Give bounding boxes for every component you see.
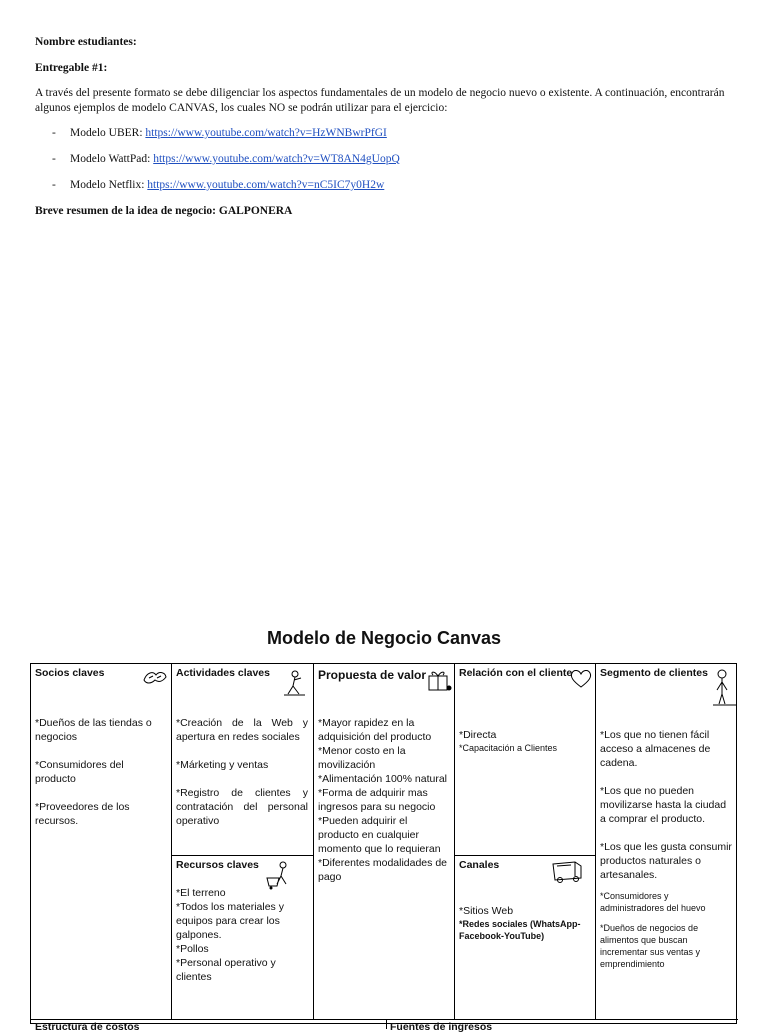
resources-item: *Personal operativo y clientes <box>176 957 276 983</box>
customer-segments-heading: Segmento de clientes <box>600 667 708 679</box>
divider <box>454 855 595 856</box>
channel-item: *Sitios Web <box>459 905 514 917</box>
resources-item: *Todos los materiales y equipos para crear los galpones. <box>176 901 284 941</box>
divider <box>171 855 313 856</box>
value-item: *Menor costo en la movilización <box>318 745 406 771</box>
activities-heading: Actividades claves <box>176 667 270 679</box>
value-proposition-list <box>318 716 450 884</box>
divider <box>595 664 596 1019</box>
partners-heading: Socios claves <box>35 667 105 679</box>
activities-item: *Registro de clientes y contratación del personal operativo <box>176 787 308 827</box>
divider <box>386 1019 387 1029</box>
intro-paragraph: A través del presente formato se debe diligenciar los aspectos fundamentales de un modelo de negocio nuevo o existente. A continuación, encontrarán algunos ejemplos de modelo CANVAS, los cuales NO se podrán utilizar para el ejercicio: <box>35 87 725 114</box>
activities-list <box>176 716 308 828</box>
cost-structure-heading: Estructura de costos <box>35 1021 140 1033</box>
truck-icon <box>551 858 585 884</box>
value-proposition-heading: Propuesta de valor <box>318 668 427 682</box>
business-model-canvas <box>30 663 737 1033</box>
segment-item: *Consumidores y administradores del huevo <box>600 891 706 913</box>
segment-item: *Los que no tienen fácil acceso a almacenes de cadena. <box>600 729 711 769</box>
partners-item: *Proveedores de los recursos. <box>35 801 130 827</box>
divider <box>454 664 455 1019</box>
relationship-item: *Directa <box>459 729 497 741</box>
example-item-uber: - Modelo UBER: https://www.youtube.com/watch?v=HzWNBwrPfGI <box>52 127 387 139</box>
segment-item: *Dueños de negocios de alimentos que buscan incrementar sus ventas y emprendimiento <box>600 923 701 969</box>
example-link-uber[interactable]: https://www.youtube.com/watch?v=HzWNBwrPfGI <box>145 127 387 139</box>
partners-item: *Consumidores del producto <box>35 759 124 785</box>
example-link-netflix[interactable]: https://www.youtube.com/watch?v=nC5IC7y0H2w <box>147 179 385 191</box>
activities-item: *Creación de la Web y apertura en redes sociales <box>176 717 308 743</box>
heart-icon <box>569 667 593 689</box>
activities-item: *Márketing y ventas <box>176 759 269 771</box>
example-label: Modelo Netflix: <box>70 179 148 191</box>
example-label: Modelo UBER: <box>70 127 146 139</box>
value-item: *Alimentación 100% natural <box>318 773 447 785</box>
value-item: *Forma de adquirir mas ingresos para su negocio <box>318 787 436 813</box>
relationship-item: *Capacitación a Clientes <box>459 743 558 753</box>
example-item-netflix: - Modelo Netflix: https://www.youtube.com/watch?v=nC5IC7y0H2w <box>52 179 385 191</box>
deliverable-label: Entregable #1: <box>35 62 108 74</box>
partners-item: *Dueños de las tiendas o negocios <box>35 717 152 743</box>
customer-relationship-list <box>459 728 591 754</box>
divider <box>31 1019 738 1020</box>
value-item: *Diferentes modalidades de pago <box>318 857 447 883</box>
segment-item: *Los que les gusta consumir productos naturales o artesanales. <box>600 841 732 881</box>
resources-heading: Recursos claves <box>176 859 259 871</box>
value-gift-icon <box>425 667 453 693</box>
example-label: Modelo WattPad: <box>70 153 154 165</box>
partners-icon <box>141 666 169 688</box>
person-icon <box>711 668 737 708</box>
resources-item: *Pollos <box>176 943 209 955</box>
channels-list <box>459 904 591 942</box>
student-names-label: Nombre estudiantes: <box>35 36 137 48</box>
activities-icon <box>279 668 309 698</box>
divider <box>171 664 172 1019</box>
summary-line: Breve resumen de la idea de negocio: GALPONERA <box>35 205 293 217</box>
revenue-streams-heading: Fuentes de ingresos <box>390 1021 493 1033</box>
canvas-title: Modelo de Negocio Canvas <box>266 628 502 648</box>
channel-item: *Redes sociales (WhatsApp-Facebook-YouTube) <box>459 919 581 941</box>
channels-heading: Canales <box>459 859 500 871</box>
divider <box>313 664 314 1019</box>
customer-segments-list <box>600 728 734 970</box>
value-item: *Mayor rapidez en la adquisición del producto <box>318 717 432 743</box>
segment-item: *Los que no pueden movilizarse hasta la ciudad a comprar el producto. <box>600 785 727 825</box>
resources-list <box>176 886 308 984</box>
value-item: *Pueden adquirir el producto en cualquier momento que lo requieran <box>318 815 441 855</box>
customer-relationship-heading: Relación con el cliente <box>459 667 573 679</box>
example-item-wattpad: - Modelo WattPad: https://www.youtube.com/watch?v=WT8AN4gUopQ <box>52 153 400 165</box>
resources-item: *El terreno <box>176 887 226 899</box>
partners-list <box>35 716 163 828</box>
example-link-wattpad[interactable]: https://www.youtube.com/watch?v=WT8AN4gUopQ <box>153 153 400 165</box>
